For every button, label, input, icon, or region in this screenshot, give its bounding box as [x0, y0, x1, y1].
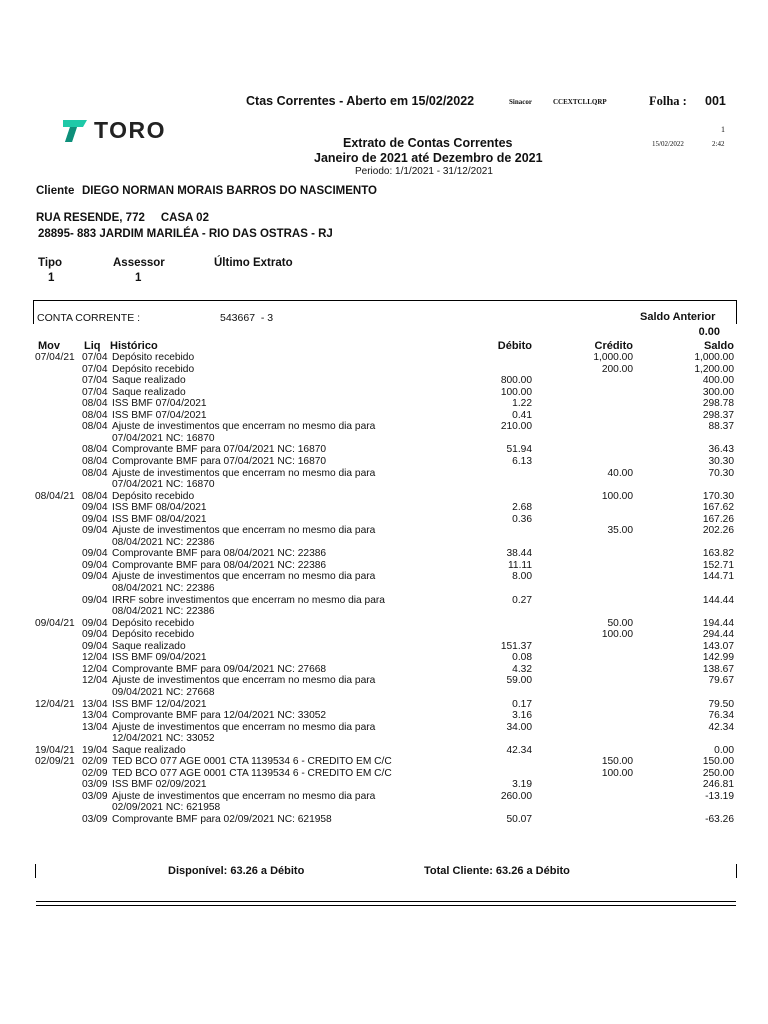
cell-historico: Ajuste de investimentos que encerram no mesmo dia para	[112, 525, 376, 537]
cell-credito: 35.00	[607, 525, 633, 537]
cell-debito: 210.00	[500, 421, 532, 433]
doc-subtitle: Janeiro de 2021 até Dezembro de 2021	[314, 151, 543, 165]
print-time: 2:42	[712, 140, 725, 148]
cell-saldo: 400.00	[702, 375, 734, 387]
disponivel: Disponível: 63.26 a Débito	[168, 865, 305, 877]
table-row	[0, 410, 768, 422]
client-address-2: 28895- 883 JARDIM MARILÉA - RIO DAS OSTRAS - RJ	[38, 228, 333, 240]
col-historico: Histórico	[110, 340, 158, 352]
print-date: 15/02/2022	[652, 140, 684, 148]
cell-liq: 08/04	[82, 398, 108, 410]
cell-historico: Comprovante BMF para 09/04/2021 NC: 27668	[112, 663, 327, 675]
table-row	[0, 375, 768, 387]
cell-saldo: 36.43	[708, 444, 734, 456]
cell-saldo: 79.67	[708, 675, 734, 687]
cell-liq: 03/09	[82, 779, 108, 791]
cell-liq: 09/04	[82, 617, 108, 629]
program-code: CCEXTCLLQRP	[553, 98, 607, 106]
cell-mov: 08/04/21	[35, 490, 75, 502]
page-number: 1	[721, 125, 725, 134]
table-row	[0, 525, 768, 537]
cell-historico: Ajuste de investimentos que encerram no mesmo dia para	[112, 721, 376, 733]
table-row	[0, 618, 768, 630]
assessor-label: Assessor	[113, 257, 165, 269]
footer-rule-2	[36, 905, 736, 906]
cell-debito: 38.44	[506, 548, 532, 560]
cell-saldo: 202.26	[702, 525, 734, 537]
table-row	[0, 364, 768, 376]
table-row	[0, 548, 768, 560]
cell-saldo: 298.78	[702, 398, 734, 410]
table-row	[0, 479, 768, 491]
cell-debito: 0.08	[512, 652, 532, 664]
cell-historico: 09/04/2021 NC: 27668	[112, 686, 215, 698]
table-row	[0, 583, 768, 595]
cell-historico: IRRF sobre investimentos que encerram no mesmo dia para	[112, 594, 385, 606]
saldo-anterior-value: 0.00	[698, 326, 720, 338]
cell-historico: TED BCO 077 AGE 0001 CTA 1139534 6 - CREDITO EM C/C	[112, 756, 392, 768]
table-row	[0, 398, 768, 410]
table-row	[0, 664, 768, 676]
cell-liq: 13/04	[82, 710, 108, 722]
cell-saldo: 246.81	[702, 779, 734, 791]
cell-debito: 2.68	[512, 502, 532, 514]
cell-debito: 42.34	[506, 744, 532, 756]
cell-saldo: 170.30	[702, 490, 734, 502]
cell-historico: Ajuste de investimentos que encerram no mesmo dia para	[112, 675, 376, 687]
table-row	[0, 722, 768, 734]
footer-right-tick	[736, 864, 737, 878]
system-name: Sinacor	[509, 98, 532, 106]
cell-historico: ISS BMF 07/04/2021	[112, 409, 207, 421]
cell-saldo: 294.44	[702, 629, 734, 641]
cell-liq: 08/04	[82, 409, 108, 421]
cell-debito: 6.13	[512, 455, 532, 467]
cell-saldo: 300.00	[702, 386, 734, 398]
table-row	[0, 641, 768, 653]
table-row	[0, 491, 768, 503]
cell-historico: ISS BMF 08/04/2021	[112, 513, 207, 525]
report-title: Ctas Correntes - Aberto em 15/02/2022	[246, 94, 475, 108]
cell-liq: 09/04	[82, 513, 108, 525]
col-debito: Débito	[497, 340, 532, 352]
cell-credito: 1,000.00	[593, 352, 633, 363]
cell-saldo: 79.50	[708, 698, 734, 710]
footer-rule-1	[36, 901, 736, 902]
cell-saldo: 138.67	[702, 663, 734, 675]
cell-debito: 260.00	[500, 790, 532, 802]
table-row	[0, 571, 768, 583]
cell-saldo: 150.00	[702, 756, 734, 768]
cell-historico: 12/04/2021 NC: 33052	[112, 733, 215, 745]
toro-logo-text: TORO	[94, 117, 167, 143]
cell-liq: 03/09	[82, 814, 108, 825]
period: Periodo: 1/1/2021 - 31/12/2021	[355, 166, 493, 177]
table-row	[0, 502, 768, 514]
cell-historico: ISS BMF 02/09/2021	[112, 779, 207, 791]
client-label: Cliente	[36, 185, 75, 197]
table-row	[0, 710, 768, 722]
cell-liq: 07/04	[82, 363, 108, 375]
cell-historico: Depósito recebido	[112, 352, 195, 363]
cell-saldo: 76.34	[708, 710, 734, 722]
table-row	[0, 687, 768, 699]
table-row	[0, 421, 768, 433]
cell-liq: 08/04	[82, 421, 108, 433]
cell-historico: 07/04/2021 NC: 16870	[112, 432, 215, 444]
saldo-anterior-label: Saldo Anterior	[640, 311, 716, 323]
cell-credito: 150.00	[601, 756, 633, 768]
cell-credito: 100.00	[601, 490, 633, 502]
tipo-label: Tipo	[38, 257, 63, 269]
cell-historico: ISS BMF 09/04/2021	[112, 652, 207, 664]
cell-saldo: 194.44	[702, 617, 734, 629]
footer-left-tick	[35, 864, 36, 878]
total-cliente: Total Cliente: 63.26 a Débito	[424, 865, 570, 877]
cell-liq: 07/04	[82, 386, 108, 398]
client-name: DIEGO NORMAN MORAIS BARROS DO NASCIMENTO	[82, 185, 377, 197]
cell-historico: Ajuste de investimentos que encerram no mesmo dia para	[112, 467, 376, 479]
cell-historico: Saque realizado	[112, 375, 186, 387]
cell-historico: Depósito recebido	[112, 629, 195, 641]
cell-historico: Ajuste de investimentos que encerram no mesmo dia para	[112, 571, 376, 583]
cell-debito: 0.27	[512, 594, 532, 606]
cell-credito: 100.00	[601, 629, 633, 641]
cell-debito: 0.36	[512, 513, 532, 525]
cell-liq: 08/04	[82, 490, 108, 502]
cell-debito: 100.00	[500, 386, 532, 398]
table-row	[0, 468, 768, 480]
cell-liq: 02/09	[82, 756, 108, 768]
cell-historico: Depósito recebido	[112, 490, 195, 502]
table-row	[0, 802, 768, 814]
table-row	[0, 629, 768, 641]
cell-credito: 40.00	[607, 467, 633, 479]
account-number: 543667 - 3	[220, 312, 274, 324]
cell-liq: 07/04	[82, 352, 108, 363]
cell-historico: Depósito recebido	[112, 363, 195, 375]
cell-saldo: -63.26	[705, 814, 734, 825]
sheet-label: Folha :	[649, 94, 687, 108]
table-row	[0, 537, 768, 549]
cell-liq: 07/04	[82, 375, 108, 387]
cell-mov: 02/09/21	[35, 756, 75, 768]
cell-saldo: 1,000.00	[694, 352, 734, 363]
cell-liq: 09/04	[82, 502, 108, 514]
cell-historico: Saque realizado	[112, 640, 186, 652]
cell-debito: 50.07	[506, 814, 532, 825]
cell-historico: ISS BMF 08/04/2021	[112, 502, 207, 514]
col-liq: Liq	[84, 340, 101, 352]
cell-historico: Comprovante BMF para 12/04/2021 NC: 33052	[112, 710, 327, 722]
cell-liq: 03/09	[82, 790, 108, 802]
col-saldo: Saldo	[704, 340, 734, 352]
table-row	[0, 745, 768, 757]
cell-historico: Saque realizado	[112, 386, 186, 398]
cell-saldo: 42.34	[708, 721, 734, 733]
table-row	[0, 699, 768, 711]
cell-debito: 51.94	[506, 444, 532, 456]
cell-credito: 200.00	[601, 363, 633, 375]
table-row	[0, 791, 768, 803]
cell-saldo: 163.82	[702, 548, 734, 560]
cell-debito: 34.00	[506, 721, 532, 733]
cell-saldo: 250.00	[702, 767, 734, 779]
assessor-value: 1	[135, 272, 142, 284]
sheet-number: 001	[705, 94, 726, 108]
col-mov: Mov	[38, 340, 60, 352]
cell-liq: 02/09	[82, 767, 108, 779]
cell-debito: 4.32	[512, 663, 532, 675]
cell-historico: 08/04/2021 NC: 22386	[112, 583, 215, 594]
cell-saldo: 167.62	[702, 502, 734, 514]
cell-debito: 0.17	[512, 698, 532, 710]
cell-debito: 1.22	[512, 398, 532, 410]
table-row	[0, 814, 768, 826]
cell-debito: 8.00	[512, 571, 532, 583]
table-row	[0, 387, 768, 399]
cell-debito: 59.00	[506, 675, 532, 687]
cell-historico: Comprovante BMF para 07/04/2021 NC: 16870	[112, 455, 327, 467]
cell-historico: Ajuste de investimentos que encerram no mesmo dia para	[112, 421, 376, 433]
cell-saldo: 30.30	[708, 455, 734, 467]
cell-liq: 09/04	[82, 559, 108, 571]
cell-debito: 800.00	[500, 375, 532, 387]
cell-historico: Saque realizado	[112, 744, 186, 756]
cell-liq: 08/04	[82, 455, 108, 467]
client-address-1: RUA RESENDE, 772 CASA 02	[36, 212, 209, 224]
cell-liq: 19/04	[82, 744, 108, 756]
cell-mov: 07/04/21	[35, 352, 75, 363]
table-row	[0, 756, 768, 768]
table-row	[0, 433, 768, 445]
cell-historico: 07/04/2021 NC: 16870	[112, 479, 215, 491]
cell-liq: 09/04	[82, 525, 108, 537]
cell-credito: 100.00	[601, 767, 633, 779]
cell-historico: Comprovante BMF para 07/04/2021 NC: 16870	[112, 444, 327, 456]
cell-debito: 151.37	[500, 640, 532, 652]
table-row	[0, 560, 768, 572]
table-row	[0, 779, 768, 791]
account-label: CONTA CORRENTE :	[37, 312, 141, 324]
cell-historico: ISS BMF 12/04/2021	[112, 698, 207, 710]
table-row	[0, 733, 768, 745]
cell-saldo: 143.07	[702, 640, 734, 652]
table-row	[0, 456, 768, 468]
ultimo-extrato-label: Último Extrato	[214, 257, 293, 269]
cell-saldo: 142.99	[702, 652, 734, 664]
table-row	[0, 606, 768, 618]
cell-liq: 13/04	[82, 698, 108, 710]
cell-debito: 0.41	[512, 409, 532, 421]
table-row	[0, 595, 768, 607]
cell-debito: 3.16	[512, 710, 532, 722]
cell-saldo: 144.71	[702, 571, 734, 583]
cell-historico: 08/04/2021 NC: 22386	[112, 606, 215, 618]
table-row	[0, 768, 768, 780]
cell-saldo: -13.19	[705, 790, 734, 802]
cell-historico: Ajuste de investimentos que encerram no mesmo dia para	[112, 790, 376, 802]
cell-debito: 3.19	[512, 779, 532, 791]
cell-saldo: 70.30	[708, 467, 734, 479]
table-row	[0, 652, 768, 664]
cell-liq: 09/04	[82, 640, 108, 652]
col-credito: Crédito	[594, 340, 633, 352]
cell-mov: 19/04/21	[35, 744, 75, 756]
cell-mov: 09/04/21	[35, 617, 75, 629]
cell-liq: 12/04	[82, 675, 108, 687]
cell-liq: 08/04	[82, 444, 108, 456]
cell-historico: 02/09/2021 NC: 621958	[112, 802, 221, 814]
cell-saldo: 88.37	[708, 421, 734, 433]
cell-saldo: 144.44	[702, 594, 734, 606]
table-header	[0, 340, 768, 352]
cell-historico: Comprovante BMF para 02/09/2021 NC: 621958	[112, 814, 332, 825]
doc-title: Extrato de Contas Correntes	[343, 136, 513, 150]
cell-credito: 50.00	[607, 617, 633, 629]
cell-historico: Comprovante BMF para 08/04/2021 NC: 22386	[112, 548, 327, 560]
tipo-value: 1	[48, 272, 55, 284]
cell-mov: 12/04/21	[35, 698, 75, 710]
cell-saldo: 152.71	[702, 559, 734, 571]
cell-liq: 12/04	[82, 663, 108, 675]
table-row	[0, 444, 768, 456]
toro-logo	[62, 117, 166, 144]
cell-liq: 12/04	[82, 652, 108, 664]
cell-saldo: 298.37	[702, 409, 734, 421]
cell-historico: Depósito recebido	[112, 617, 195, 629]
cell-liq: 09/04	[82, 548, 108, 560]
cell-liq: 09/04	[82, 594, 108, 606]
toro-logo-icon	[62, 118, 88, 144]
cell-liq: 09/04	[82, 571, 108, 583]
table-row	[0, 352, 768, 364]
cell-historico: Comprovante BMF para 08/04/2021 NC: 22386	[112, 559, 327, 571]
cell-saldo: 1,200.00	[694, 363, 734, 375]
cell-liq: 08/04	[82, 467, 108, 479]
cell-liq: 13/04	[82, 721, 108, 733]
cell-historico: TED BCO 077 AGE 0001 CTA 1139534 6 - CREDITO EM C/C	[112, 767, 392, 779]
cell-saldo: 0.00	[714, 744, 734, 756]
cell-historico: ISS BMF 07/04/2021	[112, 398, 207, 410]
cell-historico: 08/04/2021 NC: 22386	[112, 536, 215, 548]
cell-saldo: 167.26	[702, 513, 734, 525]
table-row	[0, 514, 768, 526]
table-row	[0, 675, 768, 687]
cell-liq: 09/04	[82, 629, 108, 641]
cell-debito: 11.11	[508, 559, 532, 571]
